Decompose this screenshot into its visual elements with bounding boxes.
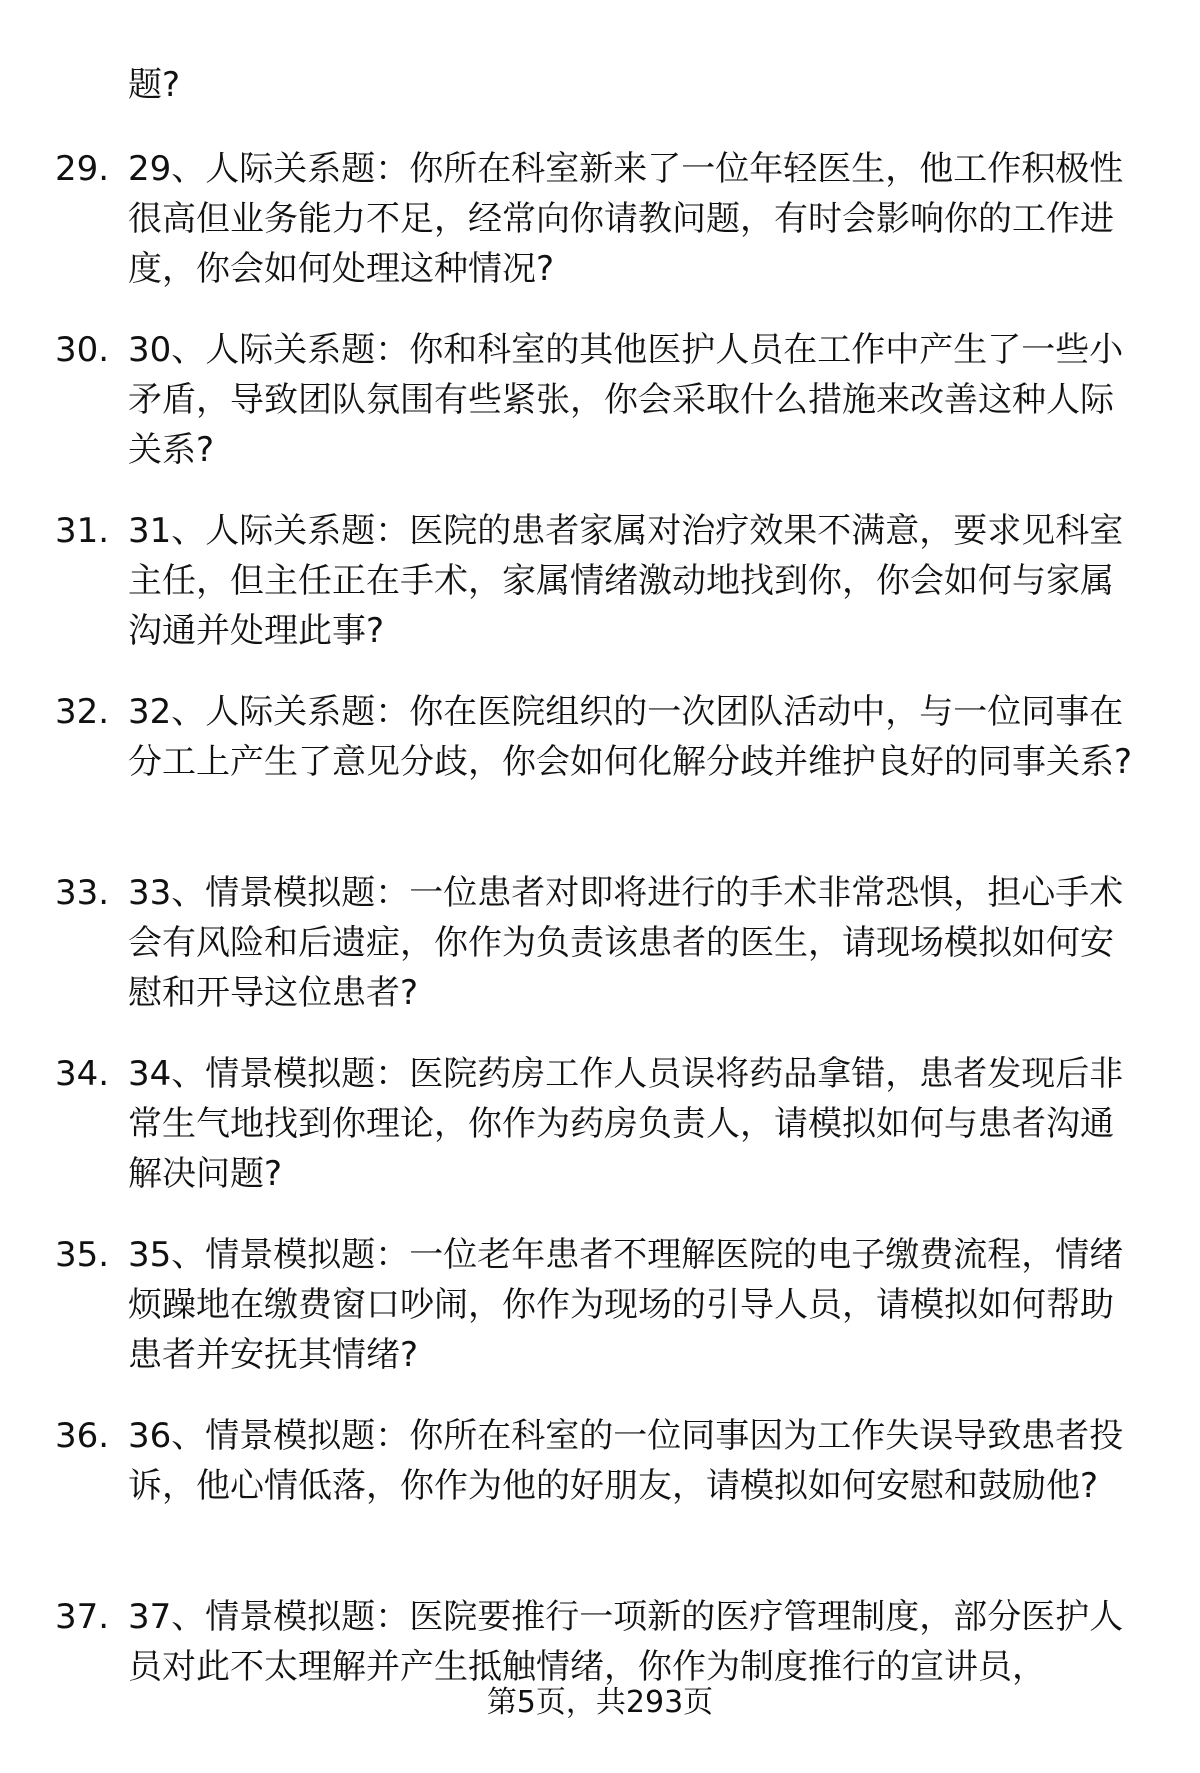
question-text: 33、情景模拟题：一位患者对即将进行的手术非常恐惧，担心手术会有风险和后遗症，你作为负责该患者的医生，请现场模拟如何安慰和开导这位患者? [128,873,1124,1013]
question-number: 33. [55,873,110,913]
continuation-text: 题? [128,65,181,105]
question-text: 36、情景模拟题：你所在科室的一位同事因为工作失误导致患者投诉，他心情低落，你作为他的好朋友，请模拟如何安慰和鼓励他? [128,1416,1124,1506]
question-number: 30. [55,330,110,370]
question-item [55,1049,1145,1199]
question-number: 35. [55,1235,110,1275]
question-text: 32、人际关系题：你在医院组织的一次团队活动中，与一位同事在分工上产生了意见分歧，你会如何化解分歧并维护良好的同事关系? [128,692,1133,782]
question-text: 34、情景模拟题：医院药房工作人员误将药品拿错，患者发现后非常生气地找到你理论，你作为药房负责人，请模拟如何与患者沟通解决问题? [128,1054,1124,1194]
question-item [55,687,1145,837]
question-item [55,1230,1145,1380]
question-text: 37、情景模拟题：医院要推行一项新的医疗管理制度，部分医护人员对此不太理解并产生抵触情绪，你作为制度推行的宣讲员， [128,1597,1124,1687]
question-item [55,1411,1145,1561]
question-item [55,868,1145,1018]
question-item [55,325,1145,475]
question-number: 32. [55,692,110,732]
question-text: 29、人际关系题：你所在科室新来了一位年轻医生，他工作积极性很高但业务能力不足，经常向你请教问题，有时会影响你的工作进度，你会如何处理这种情况? [128,149,1124,289]
page-footer: 第5页，共293页 [486,1685,714,1720]
question-number: 29. [55,149,110,189]
question-item [55,506,1145,656]
question-text: 30、人际关系题：你和科室的其他医护人员在工作中产生了一些小矛盾，导致团队氛围有些紧张，你会采取什么措施来改善这种人际关系? [128,330,1124,470]
question-item [55,144,1145,294]
question-number: 34. [55,1054,110,1094]
question-number: 37. [55,1597,110,1637]
question-list [55,144,1145,1773]
question-number: 36. [55,1416,110,1456]
question-text: 31、人际关系题：医院的患者家属对治疗效果不满意，要求见科室主任，但主任正在手术，家属情绪激动地找到你，你会如何与家属沟通并处理此事? [128,511,1124,651]
question-number: 31. [55,511,110,551]
question-text: 35、情景模拟题：一位老年患者不理解医院的电子缴费流程，情绪烦躁地在缴费窗口吵闹，你作为现场的引导人员，请模拟如何帮助患者并安抚其情绪? [128,1235,1124,1375]
